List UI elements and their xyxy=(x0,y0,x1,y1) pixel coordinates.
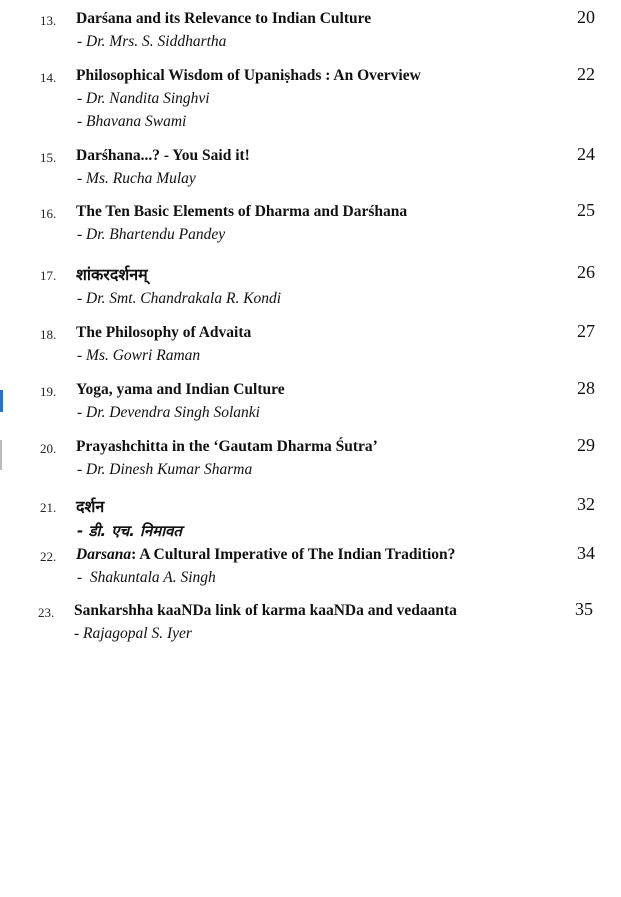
entry-number: 16. xyxy=(40,206,57,221)
entry-page-number: 26 xyxy=(577,262,595,282)
entry-title-italic: Darsana xyxy=(76,546,132,563)
entry-title: Prayashchitta in the ‘Gautam Dharma Śutra’ xyxy=(76,438,378,455)
entry-page-number: 29 xyxy=(577,435,595,455)
entry-author: - डी. एच. निमावत xyxy=(77,522,182,540)
entry-author: - Shakuntala A. Singh xyxy=(77,569,216,586)
entry-title: दर्शन xyxy=(76,497,105,516)
entry-page-number: 28 xyxy=(577,378,595,398)
entry-title: Darśhana...? - You Said it! xyxy=(76,147,250,164)
entry-page-number: 32 xyxy=(577,494,595,514)
entry-page-number: 25 xyxy=(577,200,595,220)
entry-title: Darśana and its Relevance to Indian Culture xyxy=(76,10,372,27)
entry-page-number: 34 xyxy=(577,543,595,563)
entry-page-number: 27 xyxy=(577,321,595,341)
entry-title: Sankarshha kaaNDa link of karma kaaNDa and vedaanta xyxy=(74,602,457,619)
entry-number: 17. xyxy=(40,268,57,283)
entry-number: 21. xyxy=(40,500,57,515)
entry-page-number: 22 xyxy=(577,64,595,84)
entry-number: 13. xyxy=(40,13,57,28)
entry-author: - Ms. Gowri Raman xyxy=(77,347,201,364)
entry-number: 15. xyxy=(40,150,57,165)
entry-author: - Dr. Nandita Singhvi xyxy=(77,90,210,107)
entry-title: The Ten Basic Elements of Dharma and Darśhana xyxy=(76,203,408,220)
entry-number: 22. xyxy=(40,549,57,564)
entry-title: Philosophical Wisdom of Upaniṣhads : An Overview xyxy=(76,67,421,84)
entry-author: - Dr. Dinesh Kumar Sharma xyxy=(77,461,253,478)
entry-page-number: 24 xyxy=(577,144,595,164)
entry-page-number: 35 xyxy=(575,599,593,619)
entry-author: - Dr. Smt. Chandrakala R. Kondi xyxy=(77,290,282,307)
entry-number: 18. xyxy=(40,327,57,342)
entry-author: - Dr. Mrs. S. Siddhartha xyxy=(77,33,227,50)
entry-title: Yoga, yama and Indian Culture xyxy=(76,381,285,398)
entry-number: 14. xyxy=(40,70,57,85)
edge-mark-blue xyxy=(0,390,3,412)
entry-title: The Philosophy of Advaita xyxy=(76,324,252,341)
entry-title-rest: : A Cultural Imperative of The Indian Tradition? xyxy=(131,546,456,563)
entry-author: - Bhavana Swami xyxy=(77,113,187,130)
entry-number: 23. xyxy=(38,605,55,620)
entry-title: शांकरदर्शनम् xyxy=(76,265,148,284)
edge-mark-grey xyxy=(0,440,2,470)
entry-number: 20. xyxy=(40,441,57,456)
entry-author: - Dr. Devendra Singh Solanki xyxy=(77,404,260,421)
entry-number: 19. xyxy=(40,384,57,399)
entry-page-number: 20 xyxy=(577,7,595,27)
entry-author: - Dr. Bhartendu Pandey xyxy=(77,226,226,243)
entry-title xyxy=(76,546,455,564)
entry-author: - Ms. Rucha Mulay xyxy=(77,170,196,187)
entry-author: - Rajagopal S. Iyer xyxy=(74,625,192,642)
